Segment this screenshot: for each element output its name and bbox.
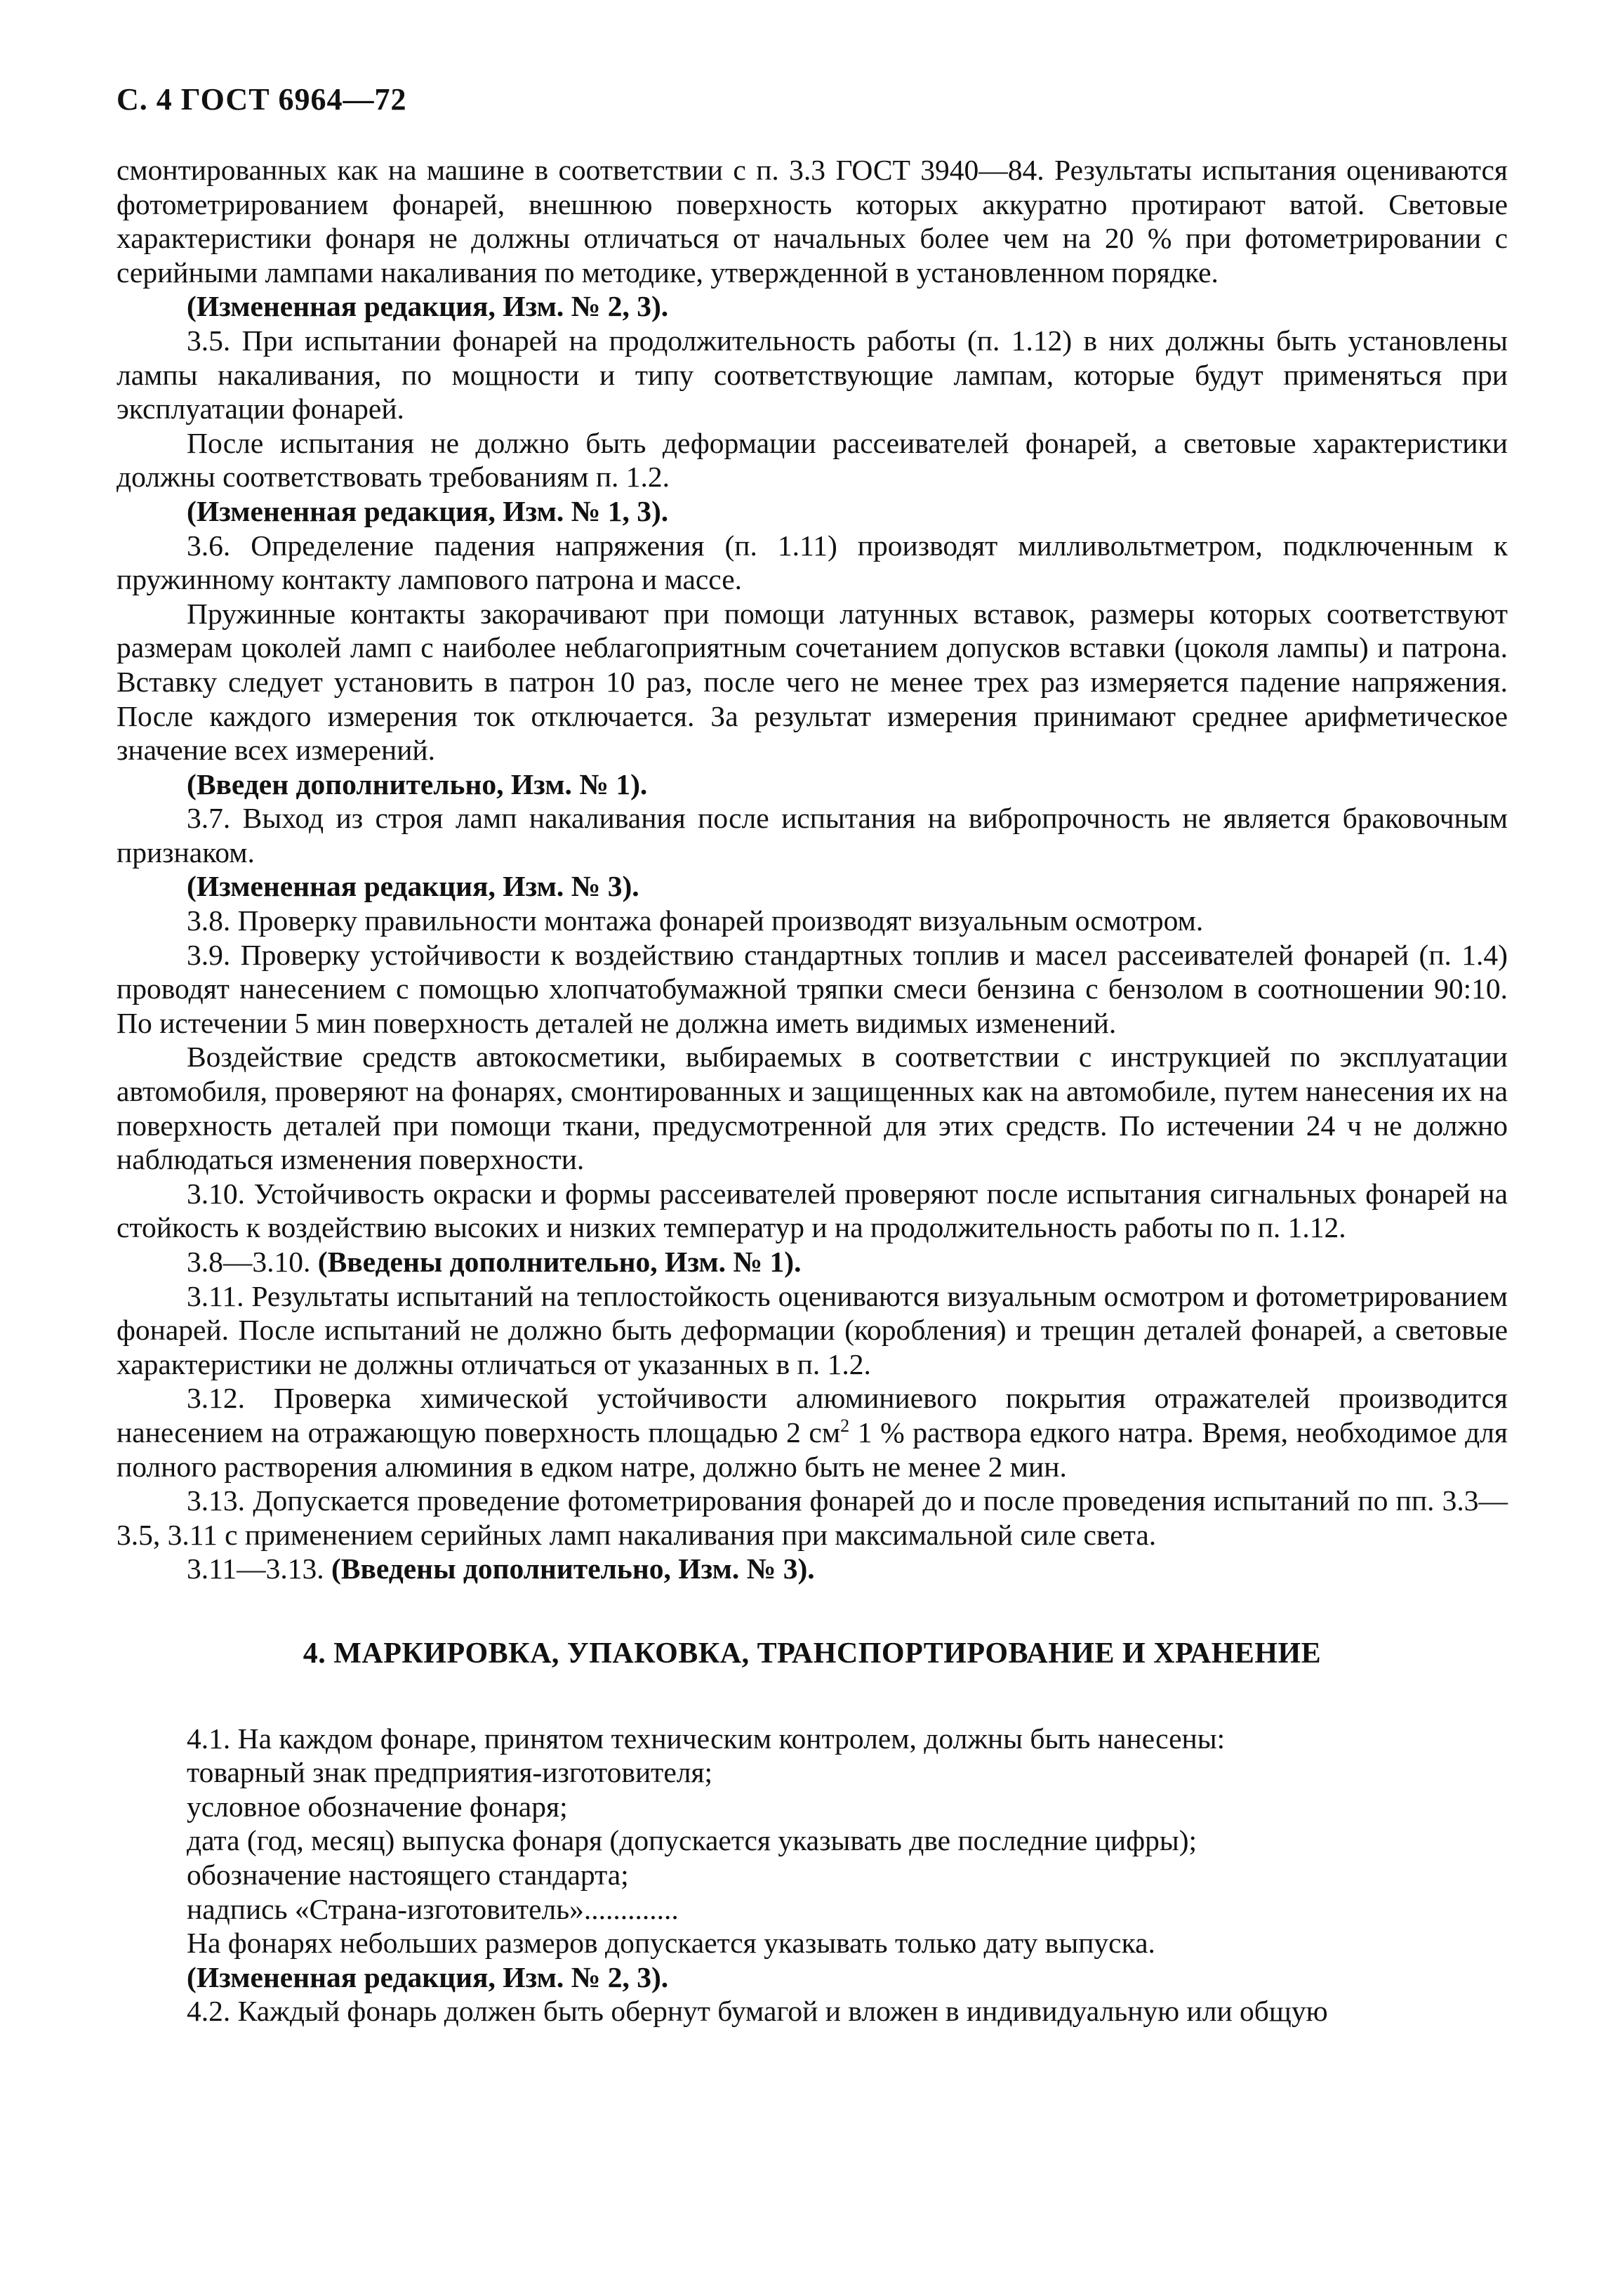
clause-range: 3.11—3.13. xyxy=(187,1552,331,1585)
paragraph-continuation: смонтированных как на машине в соответствии с п. 3.3 ГОСТ 3940—84. Результаты испытания оцениваются фотометрированием фонарей, внешнюю поверхность которых аккуратно протирают ватой. Световые характеристики фонаря не должны отличаться от начальных более чем на 20 % при фотометрировании с серийными лампами накаливания по методике, утвержденной в установленном порядке. xyxy=(117,154,1508,289)
amendment-note: (Измененная редакция, Изм. № 2, 3). xyxy=(187,1960,669,1993)
paragraph-4-2: 4.2. Каждый фонарь должен быть обернут бумагой и вложен в индивидуальную или общую xyxy=(187,1995,1328,2028)
paragraph-3-9-cont: Воздействие средств автокосметики, выбираемых в соответствии с инструкцией по эксплуатации автомобиля, проверяют на фонарях, смонтированных и защищенных как на автомобиле, путем нанесения их на поверхность деталей при помощи ткани, предусмотренной для этих средств. По истечении 24 ч не должно наблюдаться изменения поверхности. xyxy=(117,1041,1508,1176)
paragraph-3-11: 3.11. Результаты испытаний на теплостойкость оцениваются визуальным осмотром и фотометрированием фонарей. После испытаний не должно быть деформации (коробления) и трещин деталей фонарей, а световые характеристики не должны отличаться от указанных в п. 1.2. xyxy=(117,1279,1508,1380)
paragraph-4-1-note: На фонарях небольших размеров допускается указывать только дату выпуска. xyxy=(187,1927,1155,1960)
paragraph-3-5: 3.5. При испытании фонарей на продолжительность работы (п. 1.12) в них должны быть установлены лампы накаливания, по мощности и типу соответствующие лампам, которые будут применяться при эксплуатации фонарей. xyxy=(117,324,1508,425)
list-item: товарный знак предприятия-изготовителя; xyxy=(187,1756,713,1789)
list-item: надпись «Страна-изготовитель»............. xyxy=(187,1892,679,1925)
amendment-line-3-11-3-13 xyxy=(117,1552,1508,1586)
clause-range: 3.8—3.10. xyxy=(187,1246,318,1278)
paragraph-3-10: 3.10. Устойчивость окраски и формы рассеивателей проверяют после испытания сигнальных фонарей на стойкость к воздействию высоких и низких температур и на продолжительность работы по п. 1.12. xyxy=(117,1177,1508,1244)
amendment-note: (Введен дополнительно, Изм. № 1). xyxy=(187,767,648,800)
list-item: условное обозначение фонаря; xyxy=(187,1790,568,1823)
amendment-note: (Измененная редакция, Изм. № 1, 3). xyxy=(187,494,669,527)
section-title: 4. МАРКИРОВКА, УПАКОВКА, ТРАНСПОРТИРОВАНИЕ И ХРАНЕНИЕ xyxy=(303,1637,1322,1670)
amendment-note: (Введены дополнительно, Изм. № 1). xyxy=(317,1246,802,1278)
paragraph-3-12: 3.12. Проверка химической устойчивости алюминиевого покрытия отражателей производится нанесением на отражающую поверхность площадью 2 $см^2$ 1 % раствора едкого натра. Время, необходимое для полного растворения алюминия в едком натре, должно быть не менее 2 мин. xyxy=(117,1382,1508,1483)
paragraph-3-5-cont: После испытания не должно быть деформации рассеивателей фонарей, а световые характеристики должны соответствовать требованиям п. 1.2. xyxy=(117,426,1508,494)
list-item: дата (год, месяц) выпуска фонаря (допускается указывать две последние цифры); xyxy=(187,1824,1197,1857)
amendment-note: (Измененная редакция, Изм. № 3). xyxy=(187,870,639,903)
amendment-note: (Измененная редакция, Изм. № 2, 3). xyxy=(187,290,669,323)
paragraph-3-6: 3.6. Определение падения напряжения (п. 1.11) производят милливольтметром, подключенным к пружинному контакту лампового патрона и массе. xyxy=(117,529,1508,596)
document-body xyxy=(117,153,1508,2028)
paragraph-3-6-cont: Пружинные контакты закорачивают при помощи латунных вставок, размеры которых соответствуют размерам цоколей ламп с наиболее неблагоприятным сочетанием допусков вставки (цоколя лампы) и патрона. Вставку следует установить в патрон 10 раз, после чего не менее трех раз измеряется падение напряжения. После каждого измерения ток отключается. За результат измерения принимают среднее арифметическое значение всех измерений. xyxy=(117,597,1508,767)
amendment-note: (Введены дополнительно, Изм. № 3). xyxy=(331,1552,815,1585)
paragraph-3-7: 3.7. Выход из строя ламп накаливания после испытания на вибропрочность не является браковочным признаком. xyxy=(117,802,1508,869)
superscript: 2 xyxy=(840,1416,850,1437)
amendment-line-3-8-3-10 xyxy=(117,1245,1508,1279)
paragraph-3-8: 3.8. Проверку правильности монтажа фонарей производят визуальным осмотром. xyxy=(187,904,1204,937)
paragraph-4-1: 4.1. На каждом фонаре, принятом техническим контролем, должны быть нанесены: xyxy=(187,1722,1226,1755)
page-header: С. 4 ГОСТ 6964—72 xyxy=(117,82,407,117)
paragraph-3-13: 3.13. Допускается проведение фотометрирования фонарей до и после проведения испытаний по пп. 3.3—3.5, 3.11 с применением серийных ламп накаливания при максимальной силе света. xyxy=(117,1484,1508,1551)
list-item: обозначение настоящего стандарта; xyxy=(187,1858,629,1891)
paragraph-3-9: 3.9. Проверку устойчивости к воздействию стандартных топлив и масел рассеивателей фонарей (п. 1.4) проводят нанесением с помощью хлопчатобумажной тряпки смеси бензина с бензолом в соотношении 90:10. По истечении 5 мин поверхность деталей не должна иметь видимых изменений. xyxy=(117,938,1508,1039)
